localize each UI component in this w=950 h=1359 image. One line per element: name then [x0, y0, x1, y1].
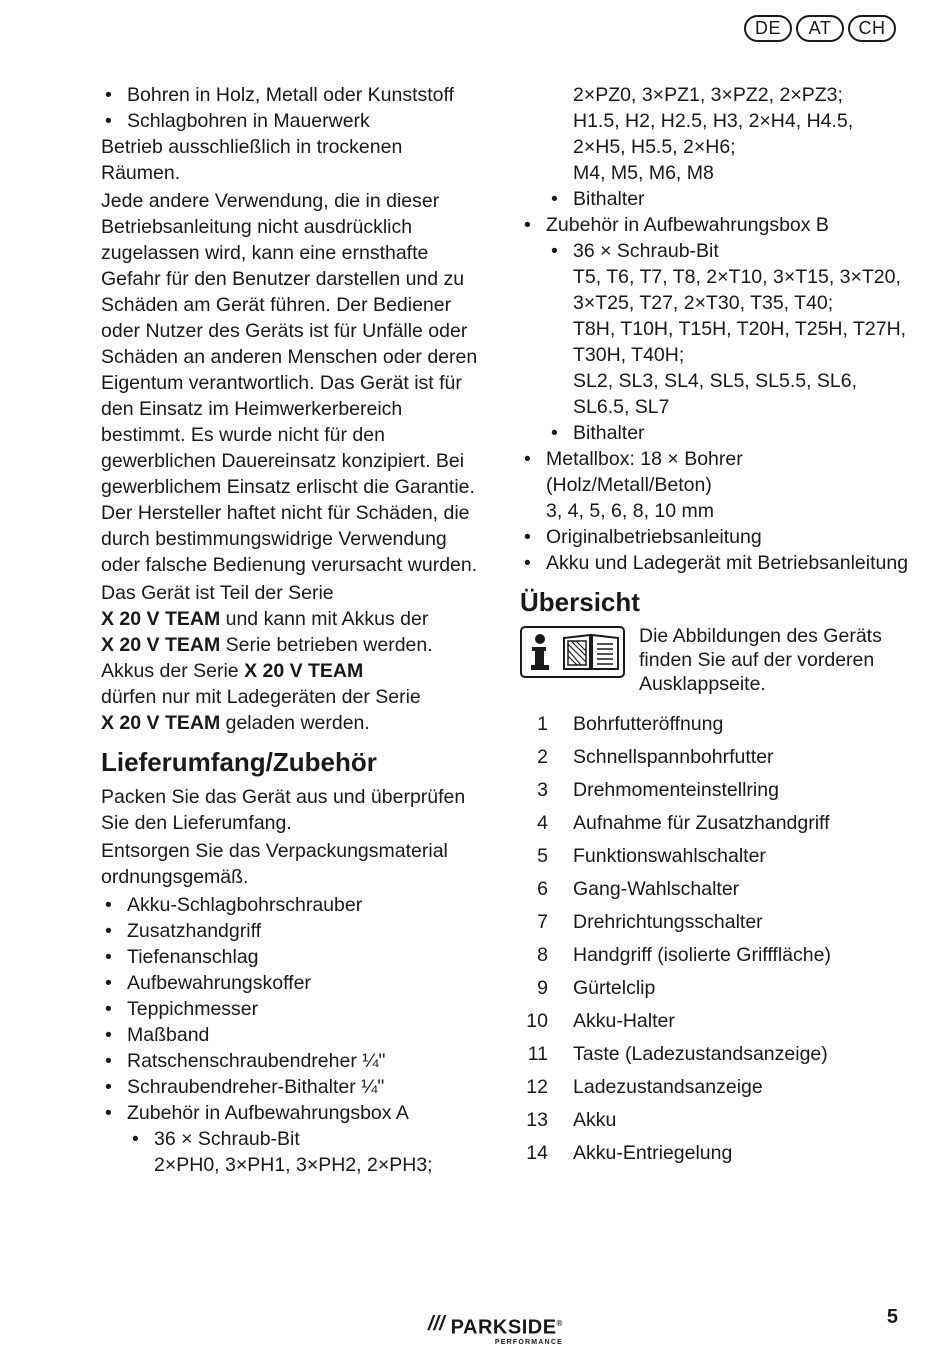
left-column	[101, 82, 486, 1178]
list-item: • Zubehör in Aufbewahrungsbox B	[520, 212, 910, 238]
list-item	[520, 873, 910, 906]
bit-line: M4, M5, M6, M8	[573, 162, 714, 184]
list-item	[520, 1104, 910, 1137]
delivery-heading: Lieferumfang/Zubehör	[101, 747, 377, 777]
list-item: • Ratschenschraubendreher ¼"	[101, 1048, 486, 1074]
list-item	[520, 1137, 910, 1170]
overview-heading: Übersicht	[520, 587, 640, 617]
list-item	[520, 741, 910, 774]
list-item: • Teppichmesser	[101, 996, 486, 1022]
part-label: Funktionswahlschalter	[573, 845, 766, 867]
part-label: Bohrfutteröffnung	[573, 713, 724, 735]
list-item: • Akku-Schlagbohrschrauber	[101, 892, 486, 918]
list-item: • Zusatzhandgriff	[101, 918, 486, 944]
bit-line: 2×PH0, 3×PH1, 3×PH2, 2×PH3;	[154, 1154, 433, 1176]
part-number: 8	[537, 944, 548, 966]
bit-line: H1.5, H2, H2.5, H3, 2×H4, H4.5, 2×H5, H5.5, 2×H6;	[573, 110, 854, 158]
part-label: Akku	[573, 1109, 617, 1131]
lang-badge-ch: CH	[848, 15, 896, 42]
right-column	[520, 82, 910, 1170]
list-item: • Originalbetriebsanleitung	[520, 524, 910, 550]
info-book-icon	[520, 626, 625, 678]
series-paragraph	[101, 580, 486, 736]
part-number: 3	[537, 779, 548, 801]
list-item: • Bithalter	[520, 186, 910, 212]
series-brand: X 20 V TEAM	[244, 660, 364, 682]
part-label: Taste (Ladezustandsanzeige)	[573, 1043, 828, 1065]
delivery-list	[101, 892, 486, 1178]
part-number: 14	[526, 1142, 548, 1164]
list-item	[520, 840, 910, 873]
list-item: • Schraubendreher-Bithalter ¼"	[101, 1074, 486, 1100]
part-number: 12	[526, 1076, 548, 1098]
lang-badge-at: AT	[796, 15, 844, 42]
list-item: • Tiefenanschlag	[101, 944, 486, 970]
page-number: 5	[886, 1306, 898, 1328]
part-label: Drehrichtungsschalter	[573, 911, 763, 933]
overview-note-text: Die Abbildungen des Geräts finden Sie auf der vorderen Ausklappseite.	[639, 625, 882, 695]
list-item: • Zubehör in Aufbewahrungsbox A	[101, 1100, 486, 1126]
bit-line: SL2, SL3, SL4, SL5, SL5.5, SL6, SL6.5, SL7	[573, 370, 858, 418]
language-badges	[744, 15, 896, 42]
list-item: • 36 × Schraub-Bit	[101, 1126, 486, 1152]
part-label: Akku-Entriegelung	[573, 1142, 733, 1164]
list-item: • Schlagbohren in Mauerwerk	[101, 108, 486, 134]
list-item	[520, 708, 910, 741]
part-label: Drehmomenteinstellring	[573, 779, 779, 801]
dispose-text: Entsorgen Sie das Verpackungsmaterial ordnungsgemäß.	[101, 840, 448, 888]
list-item: • Aufbewahrungskoffer	[101, 970, 486, 996]
info-note	[520, 624, 910, 696]
part-number: 4	[537, 812, 548, 834]
series-text: dürfen nur mit Ladegeräten der Serie	[101, 686, 421, 708]
part-label: Gürtelclip	[573, 977, 656, 999]
series-brand: X 20 V TEAM	[101, 712, 221, 734]
bit-line: 3, 4, 5, 6, 8, 10 mm	[546, 500, 714, 522]
lang-badge-de: DE	[744, 15, 792, 42]
part-label: Handgriff (isolierte Grifffläche)	[573, 944, 831, 966]
info-i-icon	[525, 632, 555, 672]
list-item: • 36 × Schraub-Bit	[520, 238, 910, 264]
list-item: • Metallbox: 18 × Bohrer (Holz/Metall/Beton)	[520, 446, 910, 498]
list-item	[520, 1071, 910, 1104]
part-number: 9	[537, 977, 548, 999]
delivery-list-continued	[520, 82, 910, 576]
part-number: 2	[537, 746, 548, 768]
dry-rooms-text: Betrieb ausschließlich in trockenen Räumen.	[101, 136, 403, 184]
part-number: 13	[526, 1109, 548, 1131]
logo-slashes: ///	[428, 1313, 445, 1335]
list-item	[520, 1005, 910, 1038]
uses-list	[101, 82, 486, 134]
part-number: 6	[537, 878, 548, 900]
part-label: Schnellspannbohrfutter	[573, 746, 774, 768]
list-item	[520, 972, 910, 1005]
logo-subtitle: PERFORMANCE	[494, 1338, 563, 1346]
list-item: • Bohren in Holz, Metall oder Kunststoff	[101, 82, 486, 108]
bit-line: 2×PZ0, 3×PZ1, 3×PZ2, 2×PZ3;	[573, 84, 843, 106]
part-label: Gang-Wahlschalter	[573, 878, 740, 900]
unpack-text: Packen Sie das Gerät aus und überprüfen Sie den Lieferumfang.	[101, 786, 466, 834]
series-text: Das Gerät ist Teil der Serie	[101, 582, 334, 604]
part-label: Akku-Halter	[573, 1010, 675, 1032]
series-brand: X 20 V TEAM	[101, 634, 221, 656]
part-number: 5	[537, 845, 548, 867]
series-brand: X 20 V TEAM	[101, 608, 221, 630]
logo-brand: PARKSIDE®	[450, 1316, 563, 1339]
list-item: • Maßband	[101, 1022, 486, 1048]
part-number: 1	[537, 713, 548, 735]
series-text: geladen werden.	[220, 712, 370, 734]
warning-paragraph: Jede andere Verwendung, die in dieser Betriebsanleitung nicht ausdrücklich zugelassen wird, kann eine ernsthafte Gefahr für den Benutzer darstellen und zu Schäden am Gerät führen. Der Bediener oder Nutzer des Geräts ist für Unfälle oder Schäden an anderen Menschen oder deren Eigentum verantwortlich. Das Gerät ist für den Einsatz im Heimwerkerbereich bestimmt. Es wurde nicht für den gewerblichen Dauereinsatz konzipiert. Bei gewerblichem Einsatz erlischt die Garantie. Der Hersteller haftet nicht für Schäden, die durch bestimmungswidrige Verwendung oder falsche Bedienung verursacht wurden.	[101, 190, 478, 576]
parts-list	[520, 708, 910, 1170]
parkside-logo	[428, 1313, 563, 1347]
part-label: Ladezustandsanzeige	[573, 1076, 763, 1098]
list-item	[520, 807, 910, 840]
part-label: Aufnahme für Zusatzhandgriff	[573, 812, 830, 834]
list-item: • Akku und Ladegerät mit Betriebsanleitung	[520, 550, 910, 576]
list-item	[520, 774, 910, 807]
series-text: Serie betrieben werden. Akkus der Serie	[101, 634, 433, 682]
list-item	[520, 1038, 910, 1071]
bit-line: T5, T6, T7, T8, 2×T10, 3×T15, 3×T20, 3×T25, T27, 2×T30, T35, T40;	[573, 266, 901, 314]
bit-line: T8H, T10H, T15H, T20H, T25H, T27H, T30H, T40H;	[573, 318, 907, 366]
part-number: 7	[537, 911, 548, 933]
series-text: und kann mit Akkus der	[220, 608, 429, 630]
list-item: • Bithalter	[520, 420, 910, 446]
part-number: 11	[527, 1043, 548, 1065]
list-item	[520, 939, 910, 972]
part-number: 10	[526, 1010, 548, 1032]
list-item	[520, 906, 910, 939]
open-manual-icon	[562, 632, 620, 672]
